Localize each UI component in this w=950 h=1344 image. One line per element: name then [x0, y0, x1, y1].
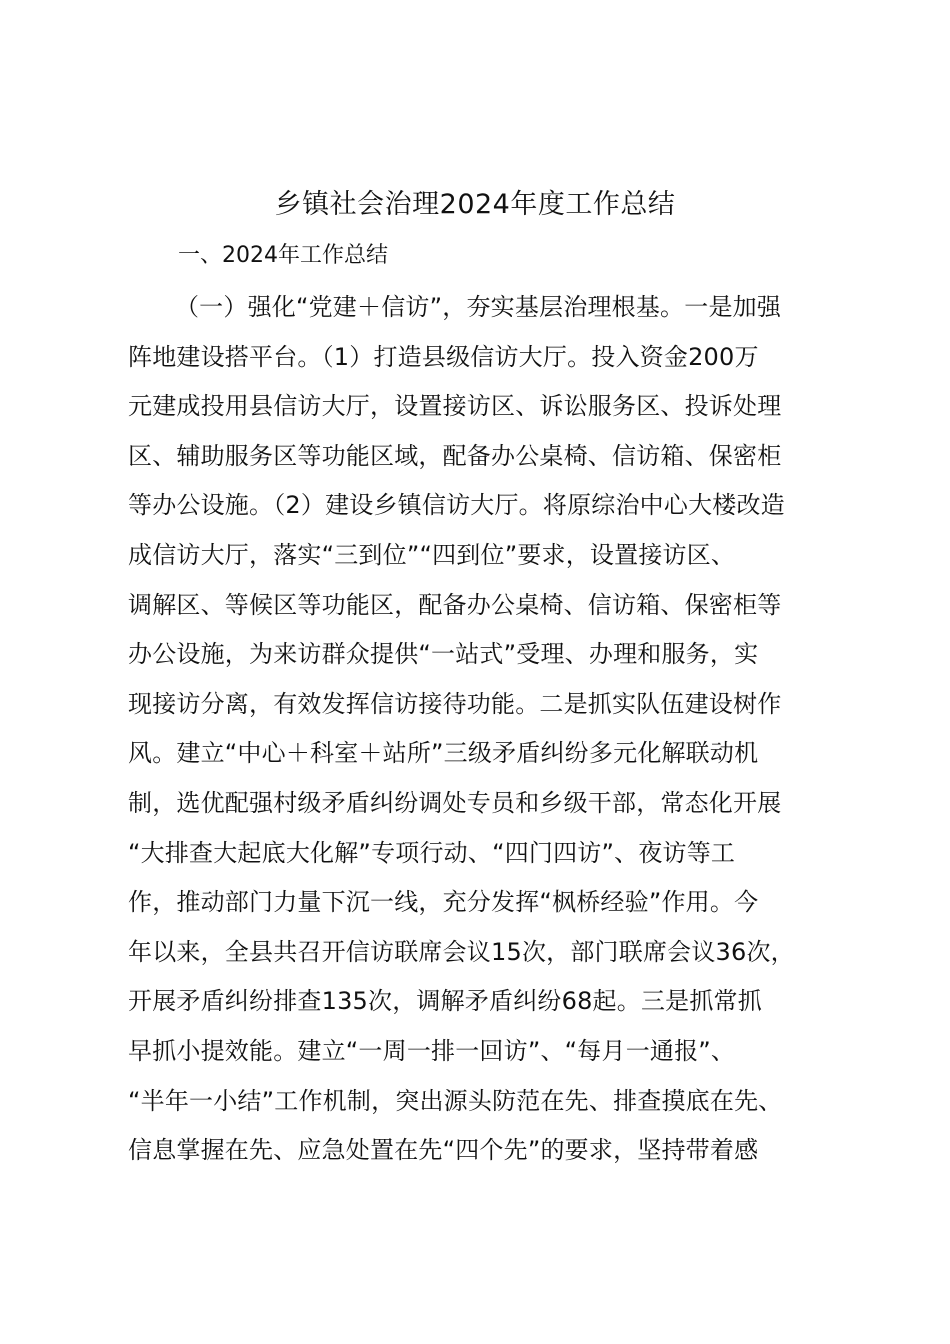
body-line: 办公设施，为来访群众提供“一站式”受理、办理和服务，实 — [128, 640, 759, 669]
body-line: 成信访大厅，落实“三到位”“四到位”要求，设置接访区、 — [128, 540, 736, 569]
body-line: 制，选优配强村级矛盾纠纷调处专员和乡级干部，常态化开展 — [128, 788, 782, 817]
body-line: “半年一小结”工作机制，突出源头防范在先、排查摸底在先、 — [128, 1086, 783, 1115]
section-heading: 一、2024年工作总结 — [178, 243, 388, 268]
body-line: 现接访分离，有效发挥信访接待功能。二是抓实队伍建设树作 — [128, 689, 782, 718]
body-line: 阵地建设搭平台。（1）打造县级信访大厅。投入资金200万 — [128, 342, 759, 371]
body-line: 区、辅助服务区等功能区域，配备办公桌椅、信访箱、保密柜 — [128, 441, 782, 470]
body-text — [128, 283, 868, 1176]
body-line: 风。建立“中心＋科室＋站所”三级矛盾纠纷多元化解联动机 — [128, 739, 759, 768]
body-line: 早抓小提效能。建立“一周一排一回访”、“每月一通报”、 — [128, 1036, 736, 1065]
document-title: 乡镇社会治理2024年度工作总结 — [274, 189, 676, 220]
body-line: 年以来，全县共召开信访联席会议15次，部门联席会议36次， — [128, 937, 795, 966]
body-line: “大排查大起底大化解”专项行动、“四门四访”、夜访等工 — [128, 838, 736, 867]
body-line: 元建成投用县信访大厅，设置接访区、诉讼服务区、投诉处理 — [128, 392, 782, 421]
body-line: 开展矛盾纠纷排查135次，调解矛盾纠纷68起。三是抓常抓 — [128, 987, 762, 1016]
body-line: 信息掌握在先、应急处置在先“四个先”的要求，坚持带着感 — [128, 1136, 759, 1165]
body-line: 等办公设施。（2）建设乡镇信访大厅。将原综治中心大楼改造 — [128, 491, 785, 520]
body-line: 调解区、等候区等功能区，配备办公桌椅、信访箱、保密柜等 — [128, 590, 782, 619]
body-line: 作，推动部门力量下沉一线，充分发挥“枫桥经验”作用。今 — [128, 888, 759, 917]
body-line: （一）强化“党建＋信访”，夯实基层治理根基。一是加强 — [128, 293, 782, 321]
